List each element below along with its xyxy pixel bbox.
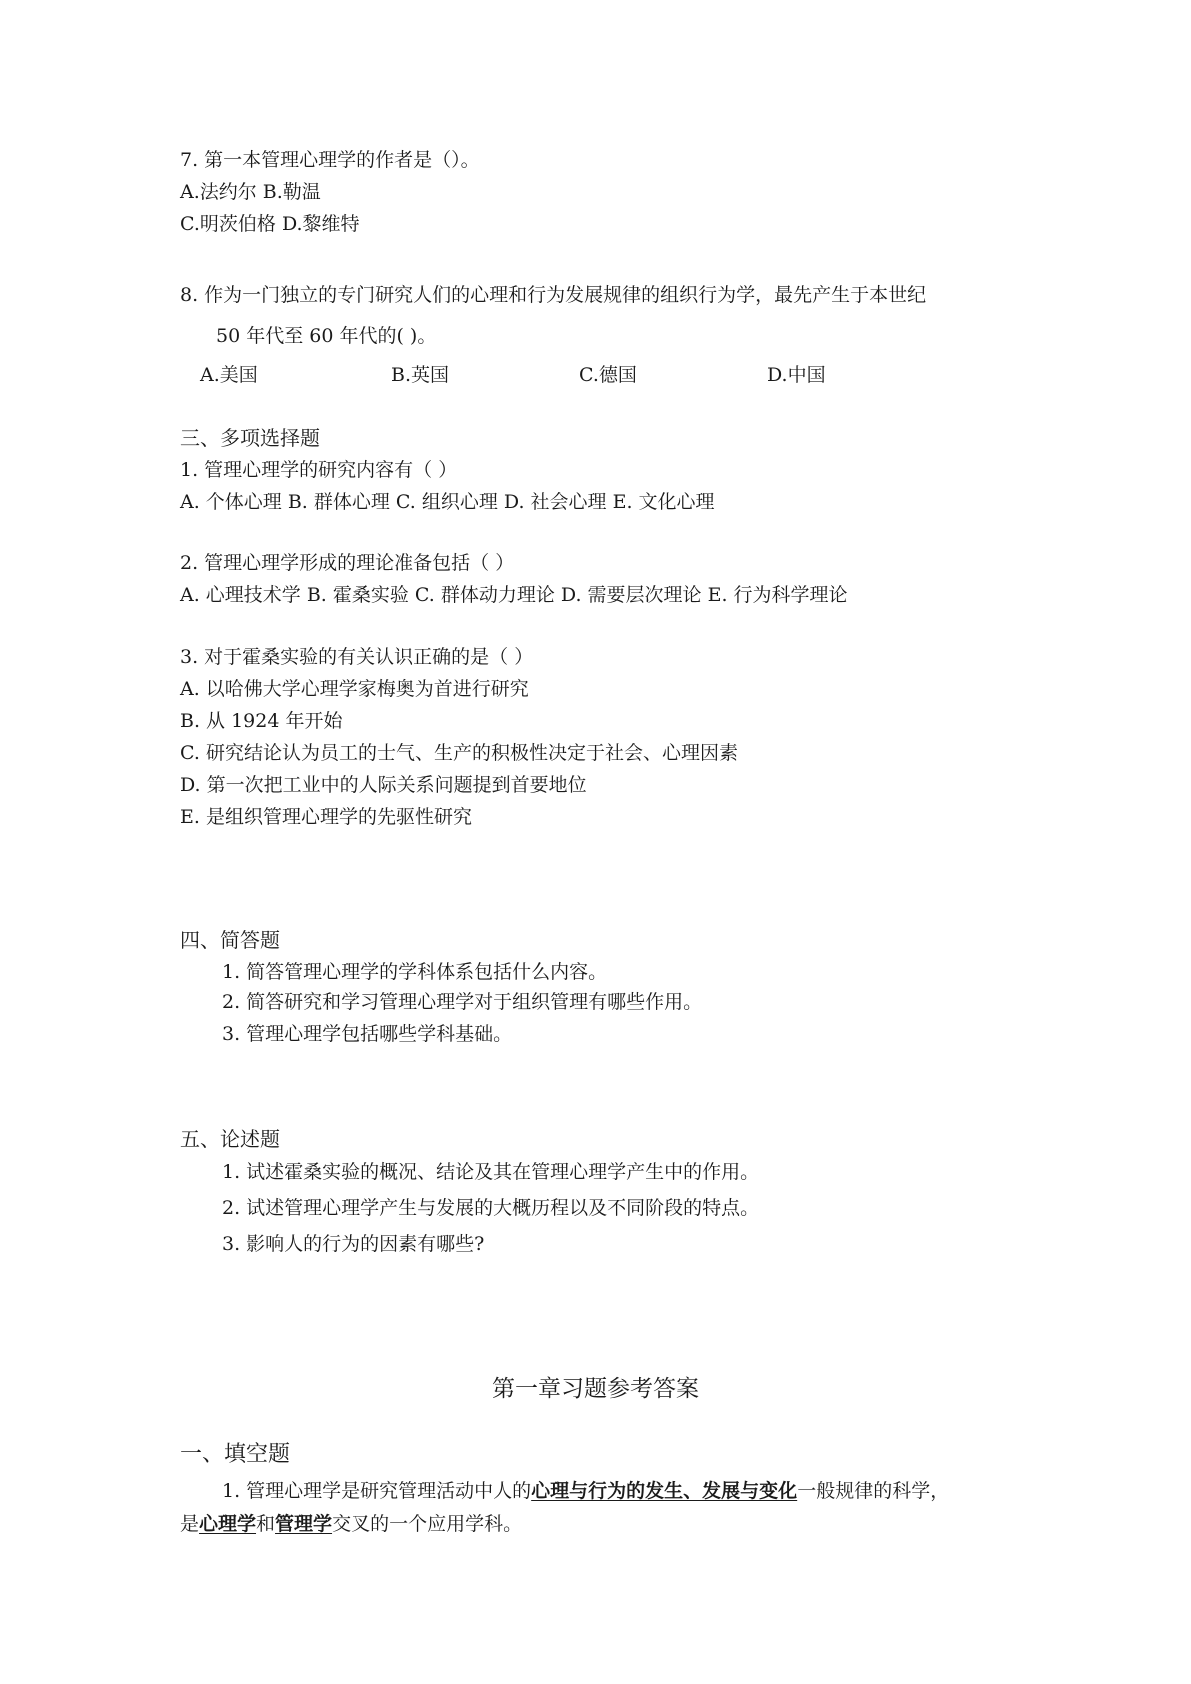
answer-1-text-pre2: 是 (180, 1513, 200, 1535)
multi-q3-option-e: E. 是组织管理心理学的先驱性研究 (180, 806, 472, 828)
q8-option-a: A.美国 (200, 364, 258, 386)
answer-1-blank-2: 心理学 (199, 1513, 257, 1535)
multi-q2-options: A. 心理技术学 B. 霍桑实验 C. 群体动力理论 D. 需要层次理论 E. 行为科学理论 (180, 584, 848, 606)
short-answer-heading: 四、简答题 (180, 928, 280, 952)
multi-q3-option-a: A. 以哈佛大学心理学家梅奥为首进行研究 (180, 678, 529, 700)
q8-option-d: D.中国 (767, 364, 826, 386)
q7-options-line1: A.法约尔 B.勒温 (180, 181, 321, 203)
answer-1-text-post: 交叉的一个应用学科。 (332, 1513, 523, 1535)
multi-choice-heading: 三、多项选择题 (180, 426, 320, 450)
multi-q3-stem: 3. 对于霍桑实验的有关认识正确的是（ ） (180, 646, 534, 668)
answer-1-line2 (180, 1512, 522, 1536)
answers-title: 第一章习题参考答案 (492, 1376, 699, 1402)
answer-1-text-and: 和 (256, 1513, 276, 1535)
essay-item-2: 2. 试述管理心理学产生与发展的大概历程以及不同阶段的特点。 (222, 1197, 760, 1219)
essay-heading: 五、论述题 (180, 1127, 280, 1151)
answers-fill-heading: 一、填空题 (180, 1442, 291, 1467)
answer-1-line1 (222, 1479, 949, 1503)
multi-q3-option-b: B. 从 1924 年开始 (180, 710, 343, 732)
answer-1-blank-3: 管理学 (275, 1513, 333, 1535)
q8-option-b: B.英国 (391, 364, 450, 386)
short-item-2: 2. 简答研究和学习管理心理学对于组织管理有哪些作用。 (222, 991, 703, 1013)
q7-options-line2: C.明茨伯格 D.黎维特 (180, 213, 360, 235)
answer-1-text-mid: 一般规律的科学， (797, 1480, 950, 1502)
short-item-3: 3. 管理心理学包括哪些学科基础。 (222, 1023, 513, 1045)
q8-stem-line2: 50 年代至 60 年代的( )。 (216, 325, 437, 347)
multi-q1-stem: 1. 管理心理学的研究内容有（ ） (180, 459, 458, 481)
short-item-1: 1. 简答管理心理学的学科体系包括什么内容。 (222, 961, 608, 983)
multi-q3-option-d: D. 第一次把工业中的人际关系问题提到首要地位 (180, 774, 587, 796)
essay-item-1: 1. 试述霍桑实验的概况、结论及其在管理心理学产生中的作用。 (222, 1161, 760, 1183)
multi-q2-stem: 2. 管理心理学形成的理论准备包括（ ） (180, 552, 515, 574)
answer-1-blank-1: 心理与行为的发生、发展与变化 (531, 1480, 798, 1502)
answer-1-text-pre: 1. 管理心理学是研究管理活动中人的 (222, 1480, 532, 1502)
q8-option-c: C.德国 (579, 364, 637, 386)
multi-q1-options: A. 个体心理 B. 群体心理 C. 组织心理 D. 社会心理 E. 文化心理 (180, 491, 715, 513)
q8-stem-line1: 8. 作为一门独立的专门研究人们的心理和行为发展规律的组织行为学，最先产生于本世纪 (180, 284, 927, 306)
q7-stem: 7. 第一本管理心理学的作者是（）。 (180, 149, 480, 171)
multi-q3-option-c: C. 研究结论认为员工的士气、生产的积极性决定于社会、心理因素 (180, 742, 738, 764)
essay-item-3: 3. 影响人的行为的因素有哪些? (222, 1233, 485, 1255)
